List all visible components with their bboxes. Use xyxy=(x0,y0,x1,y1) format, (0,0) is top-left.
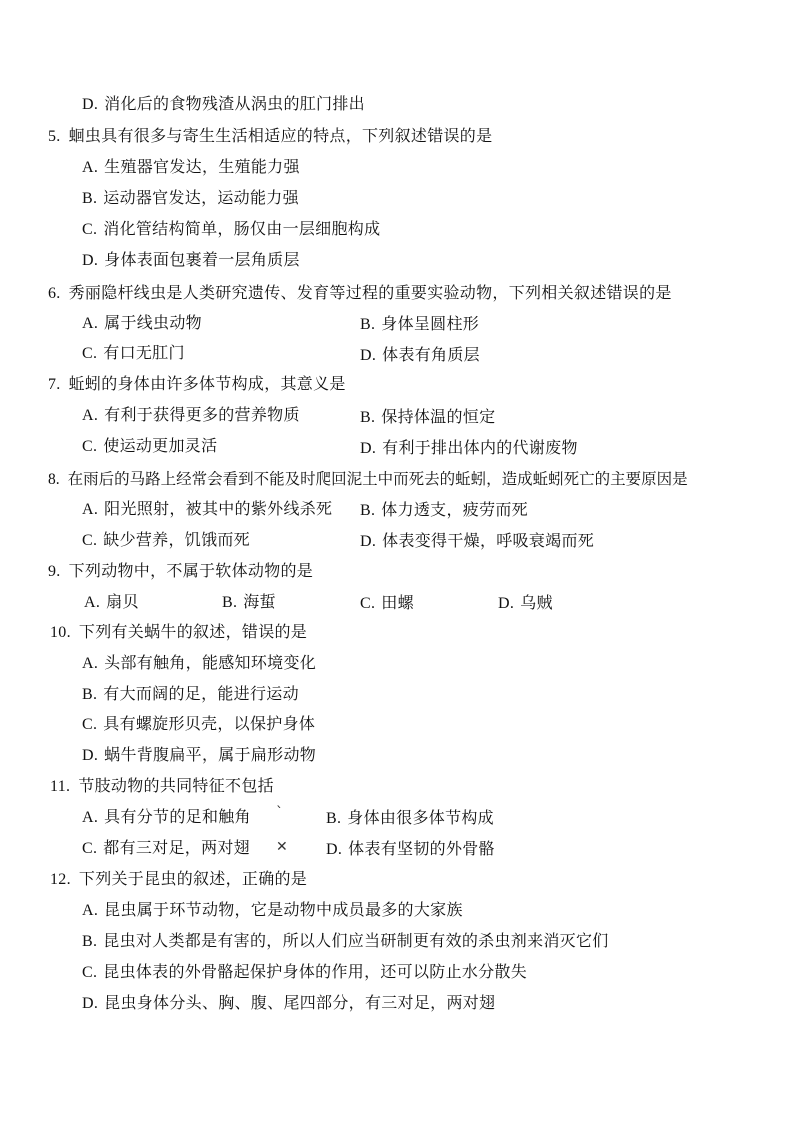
option-label: C. xyxy=(82,840,98,857)
q11-option-d xyxy=(326,839,495,860)
question-text: 下列动物中，不属于软体动物的是 xyxy=(68,561,314,580)
option-label: D. xyxy=(82,96,99,113)
option-label: A. xyxy=(84,594,101,611)
question-number: 5. xyxy=(48,128,61,145)
option-label: A. xyxy=(82,159,99,176)
question-7-stem xyxy=(48,374,346,395)
question-text: 下列有关蜗牛的叙述，错误的是 xyxy=(78,622,308,641)
option-label: B. xyxy=(360,316,376,333)
question-text: 蚯蚓的身体由许多体节构成，其意义是 xyxy=(68,374,346,393)
question-number: 12. xyxy=(50,871,71,888)
q12-option-b xyxy=(82,931,609,952)
question-5-stem xyxy=(48,126,492,147)
option-label: B. xyxy=(360,502,376,519)
option-label: A. xyxy=(82,407,99,424)
option-label: B. xyxy=(360,409,376,426)
option-text: 有大而阔的足，能进行运动 xyxy=(103,684,299,703)
option-label: D. xyxy=(498,595,515,612)
q5-option-c xyxy=(82,219,380,240)
option-text: 体力透支，疲劳而死 xyxy=(381,500,528,519)
option-label: C. xyxy=(82,716,98,733)
option-text: 昆虫身体分头、胸、腹、尾四部分，有三对足，两对翅 xyxy=(104,993,496,1012)
q7-option-a xyxy=(82,405,300,426)
option-label: C. xyxy=(82,532,98,549)
question-number: 7. xyxy=(48,376,61,393)
option-text: 扇贝 xyxy=(106,592,139,611)
q10-option-b xyxy=(82,684,299,705)
q7-option-d xyxy=(360,438,578,459)
q6-option-a xyxy=(82,313,202,334)
option-text: 体表有角质层 xyxy=(382,345,480,364)
option-label: D. xyxy=(360,347,377,364)
q11-option-b xyxy=(326,808,494,829)
option-label: D. xyxy=(82,995,99,1012)
option-label: D. xyxy=(82,747,99,764)
option-text: 有利于获得更多的营养物质 xyxy=(104,405,300,424)
question-8-stem xyxy=(48,469,688,490)
q10-option-c xyxy=(82,714,315,735)
option-text: 都有三对足，两对翅 xyxy=(103,838,250,857)
question-6-stem xyxy=(48,283,672,304)
option-label: C. xyxy=(82,221,98,238)
q12-option-c xyxy=(82,962,527,983)
option-text: 身体由很多体节构成 xyxy=(347,808,494,827)
option-label: D. xyxy=(360,440,377,457)
option-text: 属于线虫动物 xyxy=(104,313,202,332)
q9-option-b xyxy=(222,592,276,613)
option-label: A. xyxy=(82,902,99,919)
option-label: D. xyxy=(360,533,377,550)
option-label: A. xyxy=(82,655,99,672)
question-text: 蛔虫具有很多与寄生生活相适应的特点，下列叙述错误的是 xyxy=(68,126,493,145)
option-label: A. xyxy=(82,809,99,826)
option-label: B. xyxy=(326,810,342,827)
q9-option-d xyxy=(498,593,553,614)
q8-option-b xyxy=(360,500,528,521)
q6-option-d xyxy=(360,345,480,366)
q12-option-d xyxy=(82,993,495,1014)
option-text: 具有分节的足和触角 xyxy=(104,807,251,826)
option-text: 具有螺旋形贝壳，以保护身体 xyxy=(103,714,316,733)
option-text: 身体呈圆柱形 xyxy=(381,314,480,333)
q4-option-d xyxy=(82,94,365,115)
option-label: B. xyxy=(82,190,98,207)
q5-option-b xyxy=(82,188,299,209)
question-text: 节肢动物的共同特征不包括 xyxy=(78,776,274,795)
option-text: 有口无肛门 xyxy=(103,343,185,362)
option-text: 体表有坚韧的外骨骼 xyxy=(348,839,495,858)
option-label: C. xyxy=(360,595,376,612)
q8-option-c xyxy=(82,530,250,551)
option-text: 运动器官发达，运动能力强 xyxy=(103,188,299,207)
option-label: A. xyxy=(82,315,99,332)
q11-option-a xyxy=(82,807,251,828)
option-label: B. xyxy=(82,933,98,950)
option-text: 头部有触角，能感知环境变化 xyxy=(104,653,317,672)
question-number: 9. xyxy=(48,563,61,580)
q7-option-b xyxy=(360,407,495,428)
question-text: 在雨后的马路上经常会看到不能及时爬回泥土中而死去的蚯蚓，造成蚯蚓死亡的主要原因是 xyxy=(67,470,688,488)
option-text: 消化后的食物残渣从涡虫的肛门排出 xyxy=(104,94,365,113)
question-number: 6. xyxy=(48,285,61,302)
q7-option-c xyxy=(82,436,217,457)
option-label: C. xyxy=(82,345,98,362)
question-11-stem xyxy=(50,776,274,797)
question-12-stem xyxy=(50,869,307,890)
option-label: D. xyxy=(82,252,99,269)
option-text: 保持体温的恒定 xyxy=(381,407,496,426)
option-text: 昆虫属于环节动物，它是动物中成员最多的大家族 xyxy=(104,900,463,919)
question-text: 下列关于昆虫的叙述，正确的是 xyxy=(78,869,308,888)
q9-option-c xyxy=(360,593,414,614)
option-text: 消化管结构简单，肠仅由一层细胞构成 xyxy=(103,219,381,238)
q5-option-a xyxy=(82,157,300,178)
option-label: B. xyxy=(82,686,98,703)
option-text: 生殖器官发达，生殖能力强 xyxy=(104,157,300,176)
option-label: A. xyxy=(82,501,99,518)
question-10-stem xyxy=(50,622,307,643)
option-text: 海蜇 xyxy=(243,592,276,611)
question-number: 11. xyxy=(50,778,71,795)
q11-option-c xyxy=(82,838,250,859)
q6-option-b xyxy=(360,314,479,335)
q8-option-d xyxy=(360,531,594,552)
option-text: 蜗牛背腹扁平，属于扁形动物 xyxy=(104,745,317,764)
q6-option-c xyxy=(82,343,185,364)
option-label: C. xyxy=(82,964,98,981)
pencil-tick-mark: ` xyxy=(276,805,283,821)
option-text: 身体表面包裹着一层角质层 xyxy=(104,250,300,269)
option-text: 乌贼 xyxy=(520,593,553,612)
option-label: B. xyxy=(222,594,238,611)
option-text: 田螺 xyxy=(381,593,414,612)
question-number: 8. xyxy=(48,471,60,488)
q10-option-d xyxy=(82,745,316,766)
question-number: 10. xyxy=(50,624,71,641)
question-text: 秀丽隐杆线虫是人类研究遗传、发育等过程的重要实验动物，下列相关叙述错误的是 xyxy=(68,283,672,302)
pencil-cross-mark: ✕ xyxy=(276,839,288,855)
q9-option-a xyxy=(84,592,139,613)
option-label: C. xyxy=(82,438,98,455)
option-text: 阳光照射，被其中的紫外线杀死 xyxy=(104,499,333,518)
option-label: D. xyxy=(326,841,343,858)
q10-option-a xyxy=(82,653,316,674)
question-9-stem xyxy=(48,561,313,582)
option-text: 体表变得干燥，呼吸衰竭而死 xyxy=(382,531,595,550)
option-text: 使运动更加灵活 xyxy=(103,436,218,455)
q12-option-a xyxy=(82,900,463,921)
option-text: 昆虫对人类都是有害的，所以人们应当研制更有效的杀虫剂来消灭它们 xyxy=(103,931,609,950)
q8-option-a xyxy=(82,499,332,520)
option-text: 有利于排出体内的代谢废物 xyxy=(382,438,578,457)
option-text: 缺少营养，饥饿而死 xyxy=(103,530,250,549)
q5-option-d xyxy=(82,250,300,271)
option-text: 昆虫体表的外骨骼起保护身体的作用，还可以防止水分散失 xyxy=(103,962,528,981)
